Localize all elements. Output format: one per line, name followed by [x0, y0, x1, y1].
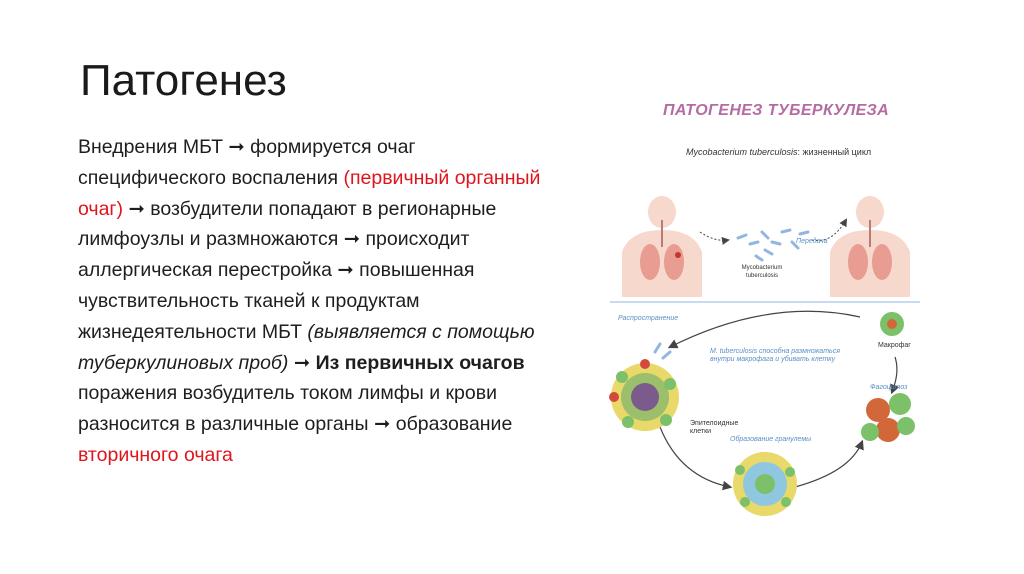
body-paragraph	[78, 132, 568, 471]
arrow-icon: ➞	[293, 351, 311, 374]
arrow-icon: ➞	[228, 136, 245, 158]
macrophage	[880, 312, 904, 336]
text-segment: образование	[390, 413, 513, 436]
arrow-icon: ➞	[343, 228, 361, 251]
italic-note: (выявляется с помощью туберкулиновых проб)	[78, 320, 535, 374]
granuloma-bottom	[733, 452, 797, 516]
granuloma-cluster-left	[609, 344, 679, 431]
body-text	[78, 132, 568, 471]
cycle-arrow	[795, 442, 862, 487]
text-segment: формируется очаг специфического воспаления	[78, 136, 416, 189]
cycle-arrow	[660, 427, 730, 487]
label-granuloma: Образование гранулемы	[730, 436, 812, 443]
phagocytosis-cells	[861, 393, 915, 442]
arrow-icon: ➞	[128, 197, 145, 220]
left-person-figure	[622, 196, 702, 297]
right-person-figure	[830, 196, 910, 297]
slide-title: Патогенез	[80, 56, 287, 105]
pathogenesis-figure	[600, 92, 930, 522]
arrow-icon: ➞	[373, 413, 391, 436]
label-spread: Распространение	[618, 315, 679, 322]
text-segment: повышенная чувствительность тканей к продуктам жизнедеятельности МБТ	[78, 259, 475, 343]
subtitle-rest: : жизненный цикл	[797, 147, 872, 157]
label-transfer: Передача	[796, 238, 828, 245]
label-phagocytosis: Фагоцитоз	[870, 384, 908, 391]
text-segment: происходит аллергическая перестройка	[78, 228, 470, 282]
label-mbt: Mycobacterium tuberculosis	[741, 265, 783, 279]
label-macrophage-desc: M. tuberculosis способна размножаться внутри макрофага и убивать клетку	[710, 348, 840, 363]
text-segment: поражения возбудитель током лимфы и крови разносится в различные органы	[78, 382, 498, 436]
arrow-icon: ➞	[337, 259, 354, 282]
label-epithelioid: Эпителоидные клетки	[690, 420, 739, 435]
highlight-primary-focus: (первичный органный очаг)	[78, 166, 541, 220]
figure-title: ПАТОГЕНЕЗ ТУБЕРКУЛЕЗА	[663, 102, 890, 119]
text-segment: Внедрения МБТ	[78, 136, 229, 158]
highlight-secondary-focus: вторичного очага	[78, 443, 233, 466]
bold-phrase: Из первичных очагов	[310, 351, 525, 374]
text-segment: возбудители попадают в регионарные лимфоузлы и размножаются	[78, 197, 497, 251]
subtitle-species: Mycobacterium tuberculosis	[686, 147, 798, 157]
cycle-arrow	[670, 311, 860, 347]
figure-subtitle	[686, 147, 871, 157]
label-macrophage: Макрофаг	[878, 342, 911, 349]
